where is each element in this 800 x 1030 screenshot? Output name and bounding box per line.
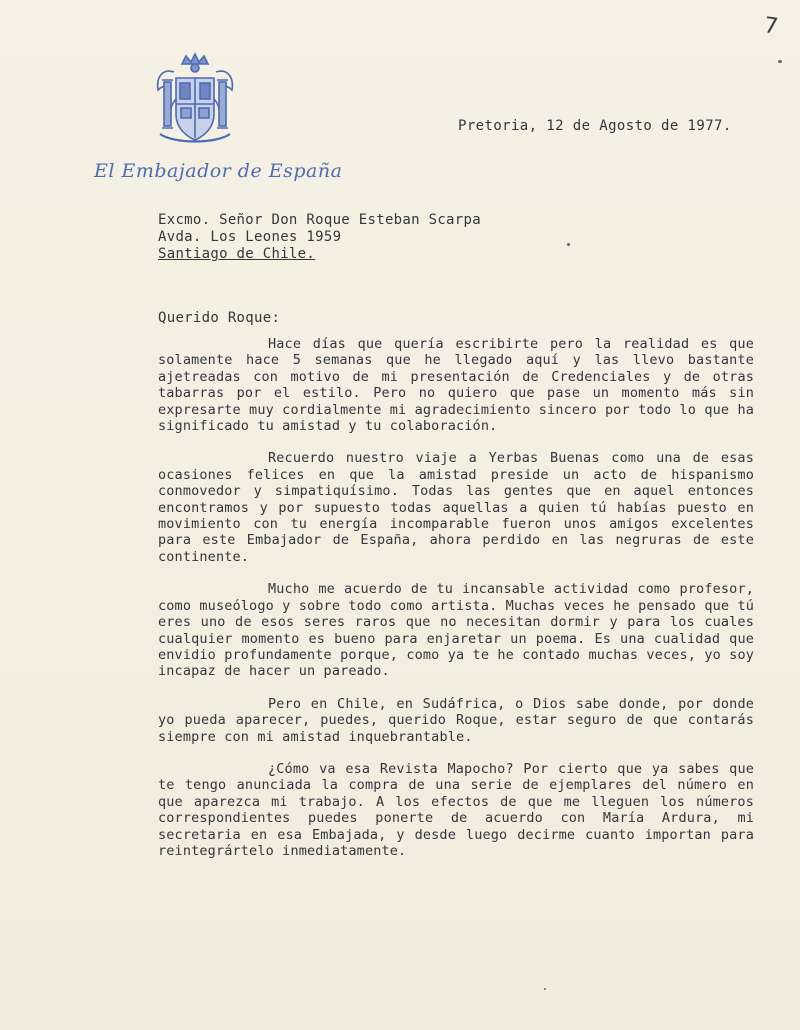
paper-speck [544,988,546,990]
paragraph: Pero en Chile, en Sudáfrica, o Dios sabe donde, por donde yo pueda aparecer, puedes, querido Roque, estar seguro de que contarás siempre con mi amistad inquebrantable. [158,695,754,745]
paragraph: Recuerdo nuestro viaje a Yerbas Buenas como una de esas ocasiones felices en que la amistad preside un acto de hispanismo conmovedor y simpatiquísimo. Todas las gentes que en aquel entonces encontramos y por supuesto todas aquellas a quien tú habías puesto en movimiento con tu energía incomparable fueron unos amigos excelentes para este Embajador de España, ahora perdido en las negruras de este continente. [158,450,754,565]
letter-date: Pretoria, 12 de Agosto de 1977. [458,118,732,134]
recipient-name: Excmo. Señor Don Roque Esteban Scarpa [158,212,481,228]
spanish-coat-of-arms-icon [152,52,238,147]
salutation: Querido Roque: [158,310,281,326]
recipient-city: Santiago de Chile. [158,246,316,262]
letterhead-title: El Embajador de España [94,160,343,182]
paragraph: Mucho me acuerdo de tu incansable actividad como profesor, como museólogo y sobre todo como artista. Muchas veces he pensado que tú eres uno de esos seres raros que no necesitan dormir y para los cuales cualquier momento es bueno para enjaretar un poema. Es una cualidad que envidio profundamente porque, como ya te he contado muchas veces, yo soy incapaz de hacer un pareado. [158,581,754,680]
recipient-street: Avda. Los Leones 1959 [158,229,342,245]
paragraph: Hace días que quería escribirte pero la realidad es que solamente hace 5 semanas que he llegado aquí y las llevo bastante ajetreadas con motivo de mi presentación de Credenciales y de otras tabarras por el estilo. Pero no quiero que pase un momento más sin expresarte muy cordialmente mi agradecimiento sincero por todo lo que ha significado tu amistad y tu colaboración. [158,336,754,435]
letter-body [158,336,754,875]
page-number: 7 [762,13,780,40]
paper-speck [778,60,782,63]
paragraph: ¿Cómo va esa Revista Mapocho? Por cierto que ya sabes que te tengo anunciada la compra de una serie de ejemplares del número en que aparezca mi trabajo. A los efectos de que me lleguen los números correspondientes puedes ponerte de acuerdo con María Ardura, mi secretaria en esa Embajada, y desde luego decirme cuanto importan para reintegrártelo inmediatamente. [158,760,754,859]
recipient-address [158,212,481,263]
paper-speck [567,243,570,246]
